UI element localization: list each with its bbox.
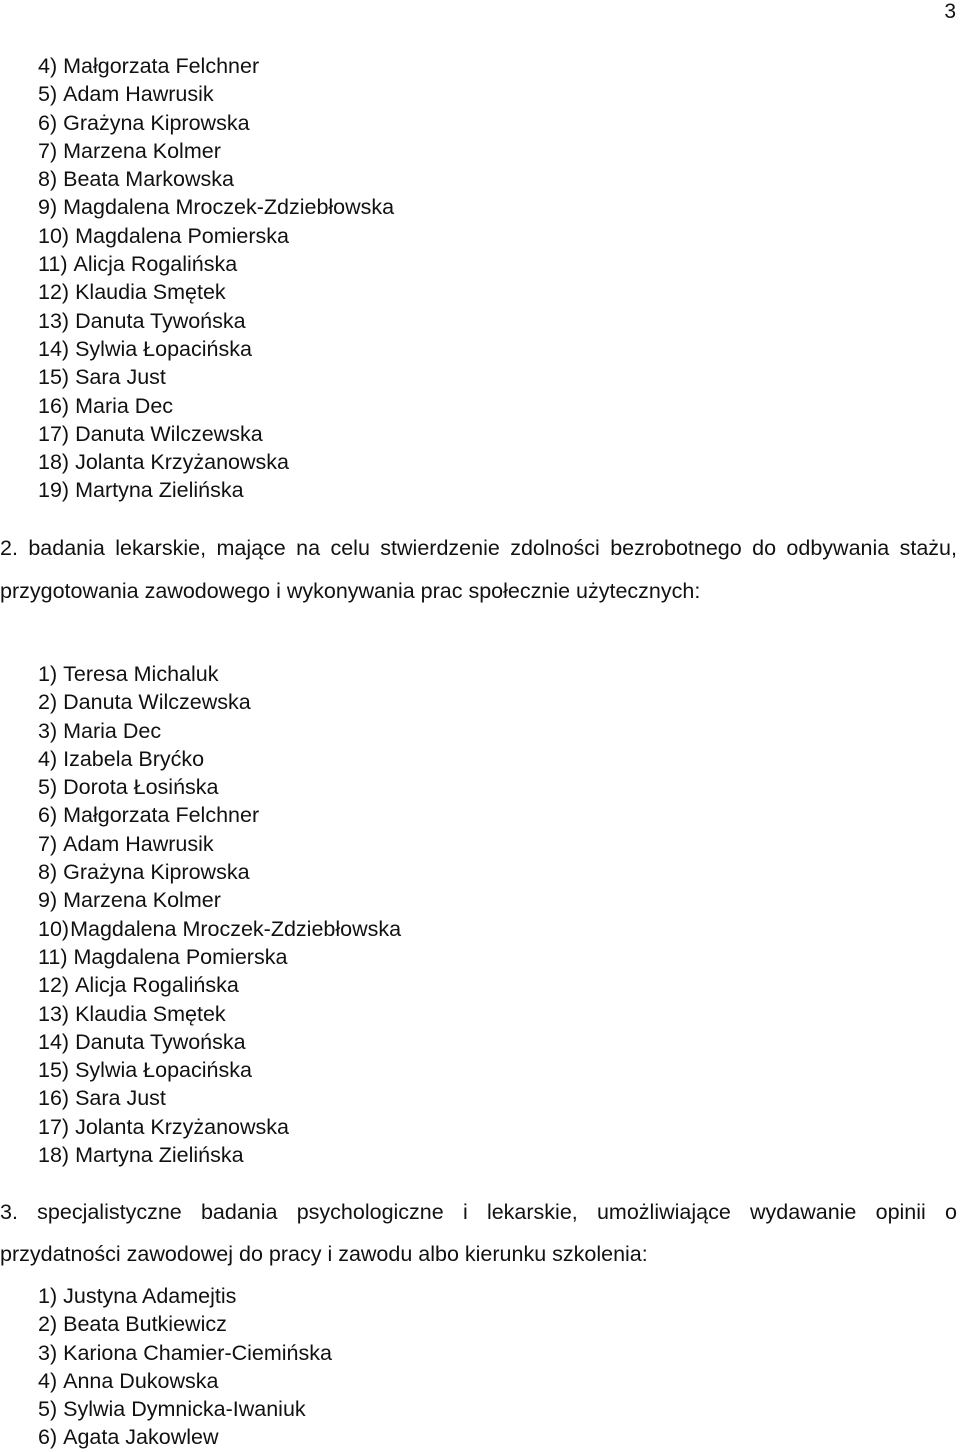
list-item-name: Marzena Kolmer bbox=[63, 138, 221, 163]
list-item bbox=[38, 193, 394, 221]
list-item-number: 8) bbox=[38, 167, 58, 192]
list-item bbox=[38, 1056, 401, 1084]
list-item bbox=[38, 688, 401, 716]
list-item bbox=[38, 1028, 401, 1056]
list-item-name: Małgorzata Felchner bbox=[63, 803, 260, 828]
list-item-number: 19) bbox=[38, 478, 70, 503]
list-item-name: Maria Dec bbox=[75, 393, 174, 418]
list-item bbox=[38, 335, 394, 363]
list-item bbox=[38, 1282, 332, 1310]
list-item-name: Agata Jakowlew bbox=[63, 1425, 219, 1450]
list-item bbox=[38, 420, 394, 448]
list-item-name: Kariona Chamier-Ciemińska bbox=[63, 1340, 332, 1365]
list-item-name: Magdalena Pomierska bbox=[75, 223, 289, 248]
list-item-name: Klaudia Smętek bbox=[75, 280, 226, 305]
page-number: 3 bbox=[944, 0, 956, 23]
list-item-name: Adam Hawrusik bbox=[63, 82, 214, 107]
list-item-name: Beata Markowska bbox=[63, 167, 235, 192]
list-item-number: 2) bbox=[38, 690, 58, 715]
list-item-number: 5) bbox=[38, 82, 58, 107]
list-item bbox=[38, 915, 401, 943]
list-item-number: 9) bbox=[38, 195, 58, 220]
list-item-name: Grażyna Kiprowska bbox=[63, 110, 250, 135]
list-item-number: 15) bbox=[38, 1058, 70, 1083]
list-item bbox=[38, 109, 394, 137]
name-list-section-3 bbox=[38, 1282, 332, 1452]
list-item-number: 4) bbox=[38, 746, 58, 771]
list-item-name: Sylwia Łopacińska bbox=[75, 1058, 252, 1083]
list-item-name: Alicja Rogalińska bbox=[73, 252, 238, 277]
list-item-number: 16) bbox=[38, 393, 70, 418]
list-item-number: 15) bbox=[38, 365, 70, 390]
list-item bbox=[38, 1000, 401, 1028]
list-item-number: 13) bbox=[38, 1001, 70, 1026]
list-item-name: Alicja Rogalińska bbox=[75, 973, 239, 998]
list-item-name: Magdalena Mroczek-Zdziebłowska bbox=[70, 916, 402, 941]
list-item-number: 3) bbox=[38, 1340, 58, 1365]
name-list-section-2 bbox=[38, 660, 401, 1169]
list-item-name: Jolanta Krzyżanowska bbox=[75, 1114, 289, 1139]
list-item-number: 5) bbox=[38, 775, 58, 800]
list-item-number: 6) bbox=[38, 803, 58, 828]
list-item bbox=[38, 137, 394, 165]
list-item bbox=[38, 971, 401, 999]
list-item-number: 7) bbox=[38, 831, 58, 856]
list-item-name: Sylwia Łopacińska bbox=[75, 336, 252, 361]
list-item-number: 18) bbox=[38, 450, 70, 475]
list-item bbox=[38, 745, 401, 773]
list-item-number: 11) bbox=[38, 944, 68, 969]
list-item bbox=[38, 717, 401, 745]
list-item bbox=[38, 660, 401, 688]
list-item-number: 1) bbox=[38, 1284, 58, 1308]
list-item-name: Dorota Łosińska bbox=[63, 775, 219, 800]
list-item bbox=[38, 773, 401, 801]
list-item bbox=[38, 165, 394, 193]
list-item-name: Maria Dec bbox=[63, 718, 162, 743]
list-item-name: Justyna Adamejtis bbox=[63, 1284, 237, 1308]
list-item-number: 2) bbox=[38, 1312, 58, 1337]
list-item-number: 4) bbox=[38, 1368, 58, 1393]
list-item-name: Sylwia Dymnicka-Iwaniuk bbox=[63, 1397, 306, 1422]
list-item-name: Marzena Kolmer bbox=[63, 888, 221, 913]
list-item-name: Sara Just bbox=[75, 1086, 166, 1111]
list-item bbox=[38, 1310, 332, 1338]
list-item-name: Magdalena Pomierska bbox=[73, 944, 288, 969]
list-item bbox=[38, 1084, 401, 1112]
list-item-name: Sara Just bbox=[75, 365, 166, 390]
list-item-name: Jolanta Krzyżanowska bbox=[75, 450, 289, 475]
list-item-number: 12) bbox=[38, 973, 70, 998]
list-item-name: Beata Butkiewicz bbox=[63, 1312, 227, 1337]
list-item bbox=[38, 1395, 332, 1423]
list-item bbox=[38, 1423, 332, 1451]
list-item bbox=[38, 52, 394, 80]
list-item bbox=[38, 476, 394, 504]
list-item bbox=[38, 448, 394, 476]
list-item bbox=[38, 392, 394, 420]
list-item bbox=[38, 830, 401, 858]
list-item-number: 14) bbox=[38, 1029, 70, 1054]
list-item-number: 10) bbox=[38, 223, 70, 248]
list-item bbox=[38, 943, 401, 971]
list-item-name: Martyna Zielińska bbox=[75, 478, 244, 503]
list-item bbox=[38, 1113, 401, 1141]
list-item-name: Grażyna Kiprowska bbox=[63, 860, 250, 885]
list-item-number: 4) bbox=[38, 54, 58, 78]
list-item-number: 16) bbox=[38, 1086, 70, 1111]
list-item-number: 9) bbox=[38, 888, 58, 913]
list-item-name: Danuta Tywońska bbox=[75, 1029, 246, 1054]
list-item bbox=[38, 858, 401, 886]
section-3-paragraph: 3. specjalistyczne badania psychologiczne i lekarskie, umożliwiające wydawanie opinii o przydatności zawodowej do pracy i zawodu albo kierunku szkolenia: bbox=[0, 1200, 957, 1266]
list-item-name: Klaudia Smętek bbox=[75, 1001, 226, 1026]
list-item-number: 6) bbox=[38, 1425, 58, 1450]
list-item-name: Danuta Wilczewska bbox=[63, 690, 251, 715]
list-item-number: 17) bbox=[38, 421, 70, 446]
list-item-number: 3) bbox=[38, 718, 58, 743]
section-2-paragraph: 2. badania lekarskie, mające na celu stwierdzenie zdolności bezrobotnego do odbywania stażu, przygotowania zawodowego i wykonywania prac społecznie użytecznych: bbox=[0, 536, 957, 603]
list-item bbox=[38, 307, 394, 335]
list-item-number: 10) bbox=[38, 916, 70, 941]
list-item-name: Małgorzata Felchner bbox=[63, 54, 260, 78]
name-list-continued bbox=[38, 52, 394, 505]
list-item-number: 8) bbox=[38, 860, 58, 885]
list-item-name: Anna Dukowska bbox=[63, 1368, 219, 1393]
list-item-number: 13) bbox=[38, 308, 70, 333]
list-item bbox=[38, 363, 394, 391]
list-item bbox=[38, 250, 394, 278]
list-item bbox=[38, 278, 394, 306]
list-item-number: 11) bbox=[38, 252, 68, 277]
list-item-number: 1) bbox=[38, 662, 58, 686]
list-item-name: Magdalena Mroczek-Zdziebłowska bbox=[63, 195, 395, 220]
list-item bbox=[38, 801, 401, 829]
list-item bbox=[38, 1339, 332, 1367]
list-item-name: Danuta Tywońska bbox=[75, 308, 246, 333]
list-item-number: 17) bbox=[38, 1114, 70, 1139]
list-item-number: 14) bbox=[38, 336, 70, 361]
list-item bbox=[38, 1367, 332, 1395]
list-item-number: 6) bbox=[38, 110, 58, 135]
list-item-number: 12) bbox=[38, 280, 70, 305]
list-item-name: Martyna Zielińska bbox=[75, 1143, 244, 1168]
list-item-name: Teresa Michaluk bbox=[63, 662, 219, 686]
list-item bbox=[38, 886, 401, 914]
list-item-number: 7) bbox=[38, 138, 58, 163]
list-item-name: Izabela Bryćko bbox=[63, 746, 205, 771]
list-item bbox=[38, 80, 394, 108]
list-item bbox=[38, 222, 394, 250]
list-item-name: Danuta Wilczewska bbox=[75, 421, 263, 446]
list-item-name: Adam Hawrusik bbox=[63, 831, 214, 856]
list-item-number: 5) bbox=[38, 1397, 58, 1422]
list-item bbox=[38, 1141, 401, 1169]
list-item-number: 18) bbox=[38, 1143, 70, 1168]
